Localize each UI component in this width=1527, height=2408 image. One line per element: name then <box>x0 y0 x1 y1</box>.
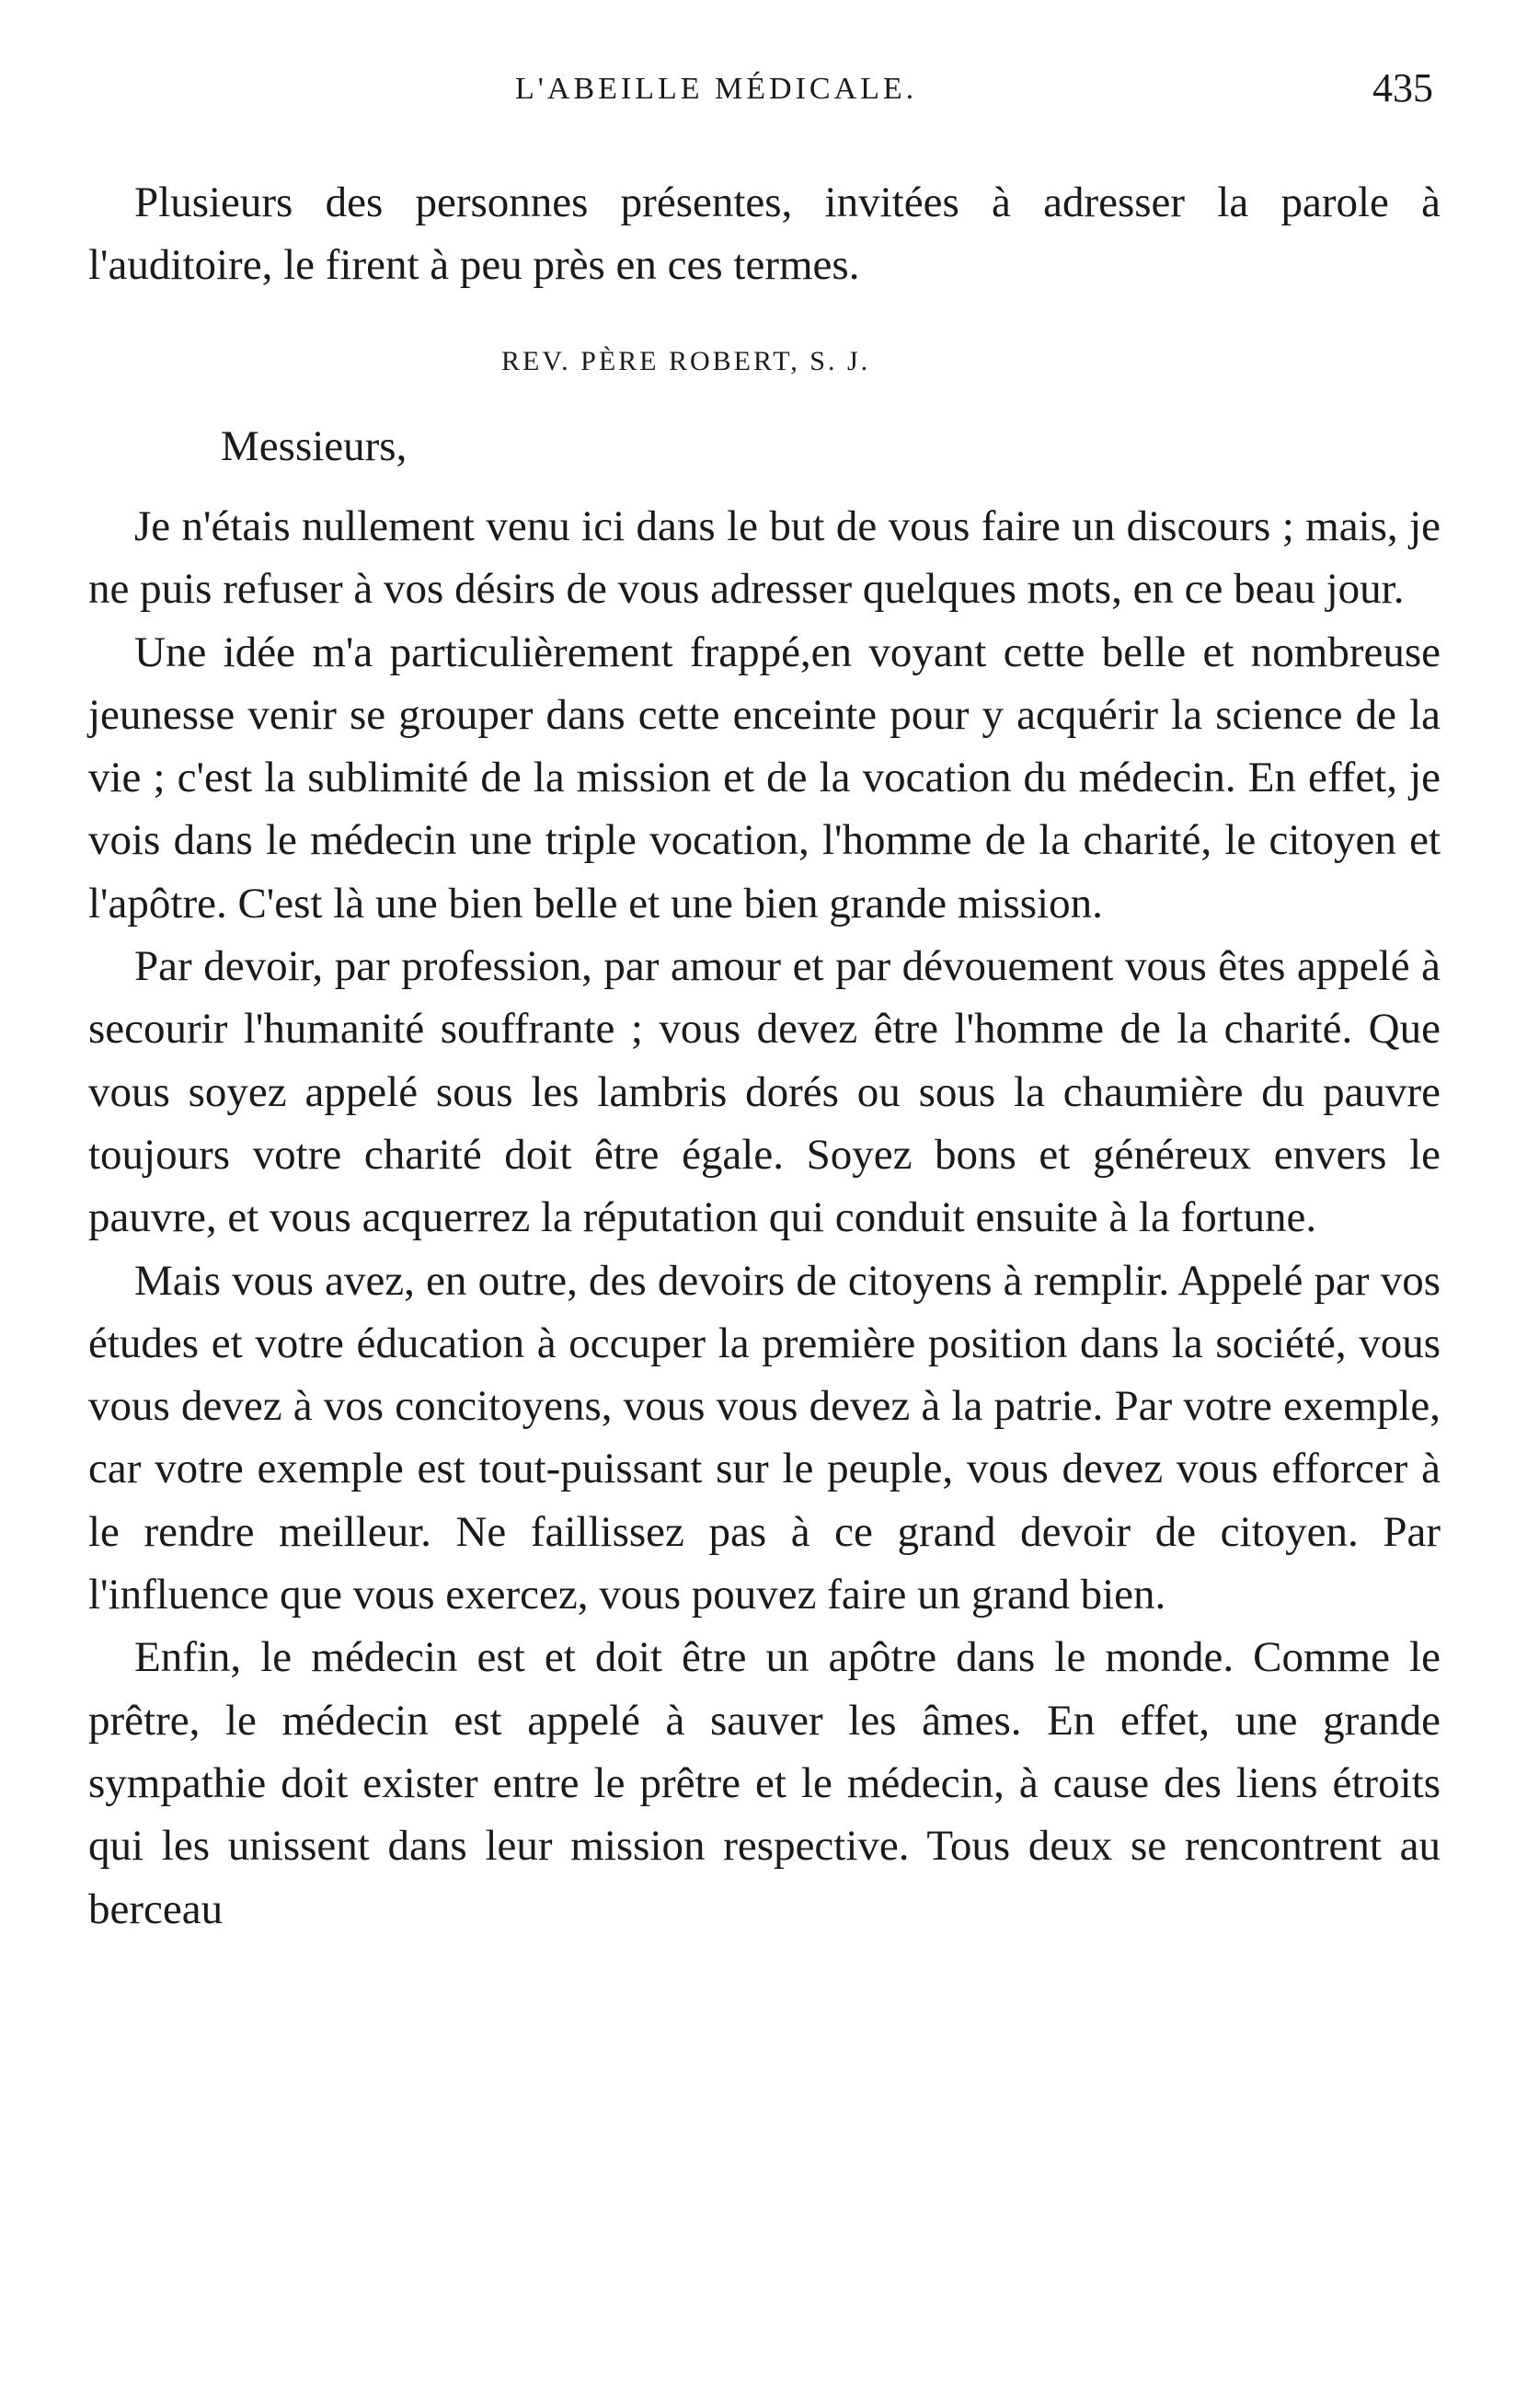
speech-paragraph-4: Mais vous avez, en outre, des devoirs de citoyens à remplir. Appelé par vos études et votre éducation à occuper la première position dans la société, vous vous devez à vos concitoyens, vous vous devez à la patrie. Par votre exemple, car votre exemple est tout-puissant sur le peuple, vous devez vous efforcer à le rendre meilleur. Ne faillissez pas à ce grand devoir de citoyen. Par l'influence que vous exercez, vous pouvez faire un grand bien. <box>88 1256 1441 1619</box>
speech-paragraph-5: Enfin, le médecin est et doit être un apôtre dans le monde. Comme le prêtre, le médecin est appelé à sauver les âmes. En effet, une grande sympathie doit exister entre le prêtre et le médecin, à cause des liens étroits qui les unissent dans leur mission respective. Tous deux se rencontrent au berceau <box>88 1633 1441 1933</box>
speech-paragraph-3: Par devoir, par profession, par amour et par dévouement vous êtes appelé à secourir l'humanité souffrante ; vous devez être l'homme de la charité. Que vous soyez appelé sous les lambris dorés ou sous la chaumière du pauvre toujours votre charité doit être égale. Soyez bons et généreux envers le pauvre, et vous acquerrez la réputation qui conduit ensuite à la fortune. <box>88 942 1441 1242</box>
speech-paragraph-2: Une idée m'a particulièrement frappé,en voyant cette belle et nombreuse jeunesse venir se grouper dans cette enceinte pour y acquérir la science de la vie ; c'est la sublimité de la mission et de la vocation du médecin. En effet, je vois dans le médecin une triple vocation, l'homme de la charité, le citoyen et l'apôtre. C'est là une bien belle et une bien grande mission. <box>88 628 1441 927</box>
running-title: L'ABEILLE MÉDICALE. <box>515 72 918 106</box>
page-number: 435 <box>1372 65 1433 110</box>
speaker-heading: REV. PÈRE ROBERT, S. J. <box>501 346 871 376</box>
intro-paragraph: Plusieurs des personnes présentes, invitées à adresser la parole à l'auditoire, le firent à peu près en ces termes. <box>88 179 1441 290</box>
speech-paragraph-1: Je n'étais nullement venu ici dans le but de vous faire un discours ; mais, je ne puis refuser à vos désirs de vous adresser quelques mots, en ce beau jour. <box>88 502 1441 614</box>
salutation: Messieurs, <box>221 422 408 470</box>
intro-block <box>88 171 1441 297</box>
speech-body <box>88 495 1441 1941</box>
